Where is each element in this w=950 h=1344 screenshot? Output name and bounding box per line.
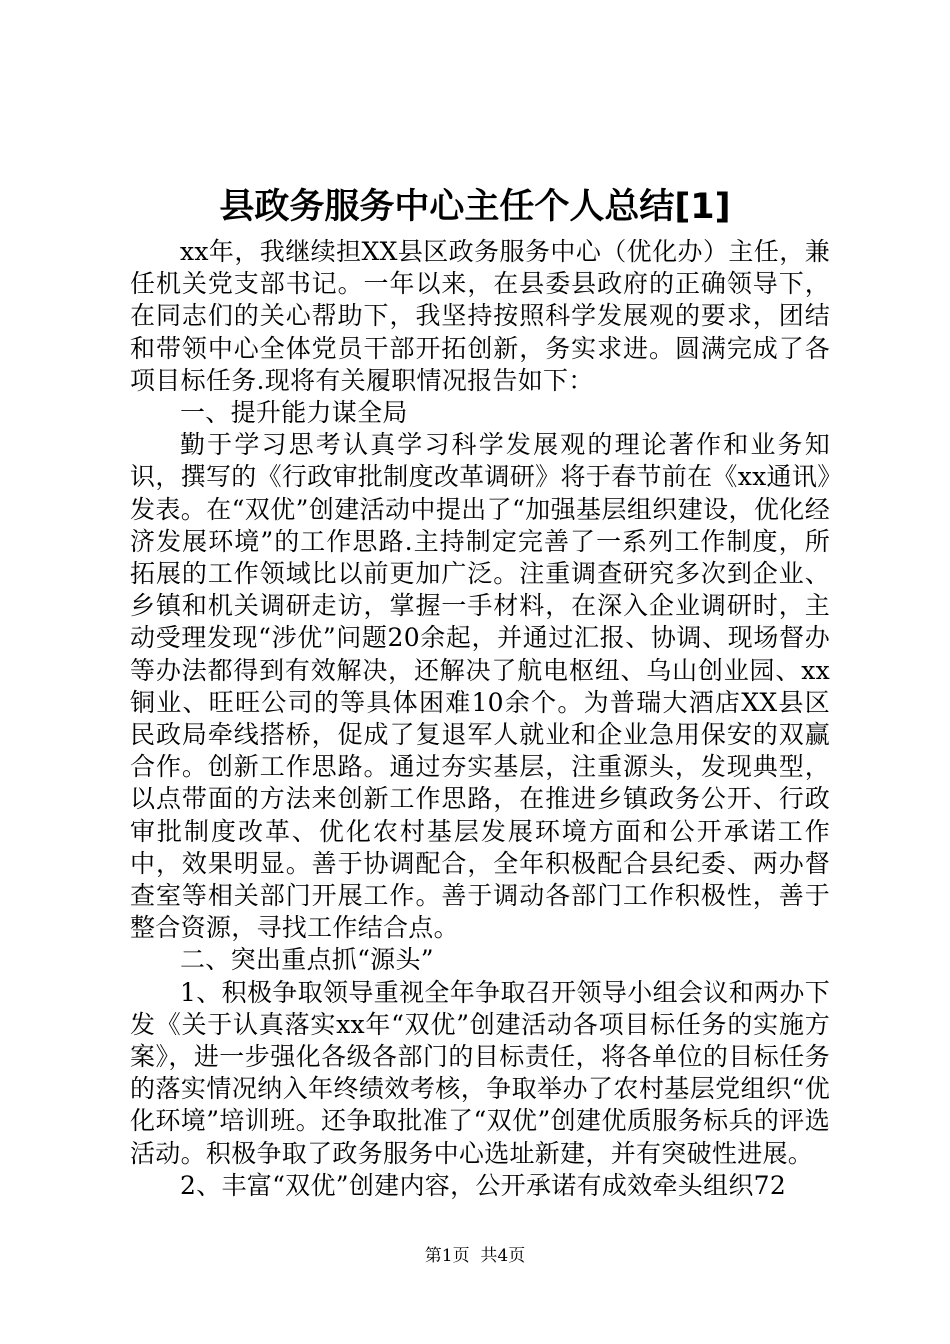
item-1-paragraph: 1、积极争取领导重视全年争取召开领导小组会议和两办下发《关于认真落实xx年“双优”创建活动各项目标任务的实施方案》，进一步强化各级各部门的目标责任，将各单位的目标任务的落实情况纳入年终绩效考核，争取举办了农村基层党组织“优化环境”培训班。还争取批准了“双优”创建优质服务标兵的评选活动。积极争取了政务服务中心选址新建，并有突破性进展。	[130, 977, 830, 1168]
section-heading-2: 二、突出重点抓“源头”	[180, 945, 434, 975]
document-title: 县政务服务中心主任个人总结[1]	[219, 187, 731, 227]
page-number: 第1页	[424, 1246, 470, 1266]
total-pages: 共4页	[480, 1246, 526, 1266]
item-2-paragraph: 2、丰富“双优”创建内容，公开承诺有成效牵头组织72	[180, 1170, 787, 1200]
section-1-paragraph: 勤于学习思考认真学习科学发展观的理论著作和业务知识，撰写的《行政审批制度改革调研》将于春节前在《xx通讯》发表。在“双优”创建活动中提出了“加强基层组织建设，优化经济发展环境”的工作思路.主持制定完善了一系列工作制度，所拓展的工作领域比以前更加广泛。注重调查研究多次到企业、乡镇和机关调研走访，掌握一手材料，在深入企业调研时，主动受理发现“涉优”问题20余起，并通过汇报、协调、现场督办等办法都得到有效解决，还解决了航电枢纽、乌山创业园、xx铜业、旺旺公司的等具体困难10余个。为普瑞大酒店XX县区民政局牵线搭桥，促成了复退军人就业和企业急用保安的双赢合作。创新工作思路。通过夯实基层，注重源头，发现典型，以点带面的方法来创新工作思路，在推进乡镇政务公开、行政审批制度改革、优化农村基层发展环境方面和公开承诺工作中，效果明显。善于协调配合，全年积极配合县纪委、两办督查室等相关部门开展工作。善于调动各部门工作积极性，善于整合资源，寻找工作结合点。	[130, 430, 830, 943]
intro-paragraph: xx年，我继续担XX县区政务服务中心（优化办）主任，兼任机关党支部书记。一年以来，在县委县政府的正确领导下，在同志们的关心帮助下，我坚持按照科学发展观的要求，团结和带领中心全体党员干部开拓创新，务实求进。圆满完成了各项目标任务.现将有关履职情况报告如下：	[130, 237, 830, 395]
section-heading-1: 一、提升能力谋全局	[180, 398, 408, 428]
document-body	[130, 236, 830, 1202]
page-footer	[0, 1244, 950, 1268]
